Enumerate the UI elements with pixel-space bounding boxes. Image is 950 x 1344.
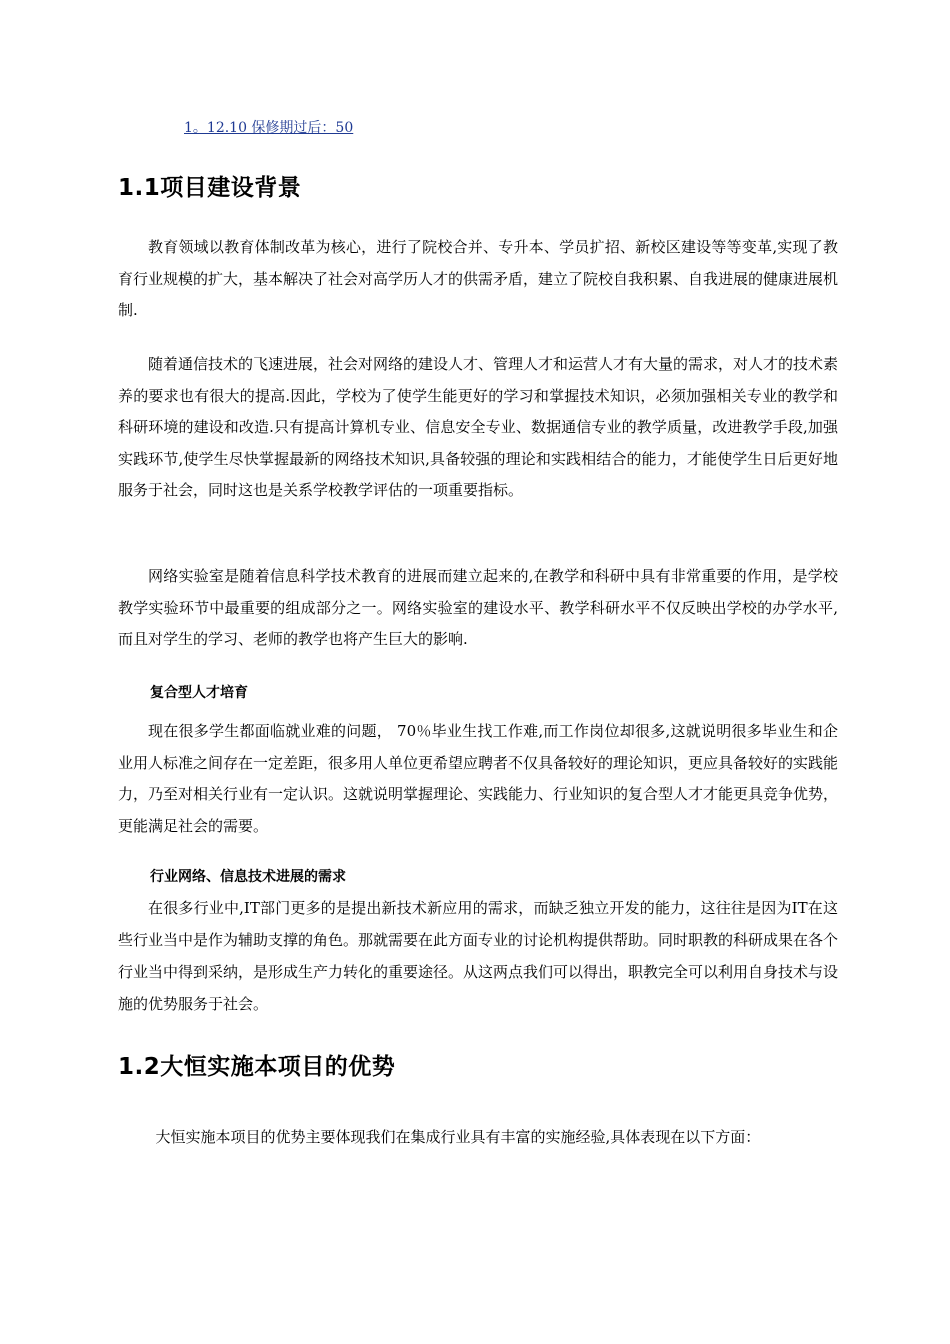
subheading-industry-network: 行业网络、信息技术进展的需求: [150, 869, 346, 885]
section-heading-background: 1.1项目建设背景: [118, 175, 302, 201]
paragraph-network-lab: 网络实验室是随着信息科学技术教育的进展而建立起来的,在教学和科研中具有非常重要的作用，是学校教学实验环节中最重要的组成部分之一。网络实验室的建设水平、教学科研水平不仅反映出学校的办学水平,而且对学生的学习、老师的教学也将产生巨大的影响.: [118, 567, 838, 648]
paragraph-industry-network: 在很多行业中,IT部门更多的是提出新技术新应用的需求，而缺乏独立开发的能力，这往往是因为IT在这些行业当中是作为辅助支撑的角色。那就需要在此方面专业的讨论机构提供帮助。同时职教的科研成果在各个行业当中得到采纳，是形成生产力转化的重要途径。从这两点我们可以得出，职教完全可以利用自身技术与设施的优势服务于社会。: [118, 899, 839, 1013]
paragraph-communication-tech: 随着通信技术的飞速进展，社会对网络的建设人才、管理人才和运营人才有大量的需求，对人才的技术素养的要求也有很大的提高.因此，学校为了使学生能更好的学习和掌握技术知识，必须加强相关专业的教学和科研环境的建设和改造.只有提高计算机专业、信息安全专业、数据通信专业的教学质量，改进教学手段,加强实践环节,使学生尽快掌握最新的网络技术知识,具备较强的理论和实践相结合的能力，才能使学生日后更好地服务于社会，同时这也是关系学校教学评估的一项重要指标。: [118, 355, 839, 499]
paragraph-education-reform: 教育领域以教育体制改革为核心，进行了院校合并、专升本、学员扩招、新校区建设等等变革,实现了教育行业规模的扩大，基本解决了社会对高学历人才的供需矛盾，建立了院校自我积累、自我进展的健康进展机制.: [118, 238, 839, 319]
section-heading-advantages: 1.2大恒实施本项目的优势: [118, 1054, 396, 1080]
toc-link[interactable]: 1。12.10 保修期过后：50: [184, 120, 354, 136]
paragraph-composite-talent: 现在很多学生都面临就业难的问题， 70％毕业生找工作难,而工作岗位却很多,这就说明很多毕业生和企业用人标准之间存在一定差距，很多用人单位更希望应聘者不仅具备较好的理论知识，更应具备较好的实践能力，乃至对相关行业有一定认识。这就说明掌握理论、实践能力、行业知识的复合型人才才能更具竞争优势，更能满足社会的需要。: [118, 722, 839, 835]
subheading-composite-talent: 复合型人才培育: [150, 685, 248, 701]
paragraph-advantages: 大恒实施本项目的优势主要体现我们在集成行业具有丰富的实施经验,具体表现在以下方面：: [155, 1128, 761, 1146]
